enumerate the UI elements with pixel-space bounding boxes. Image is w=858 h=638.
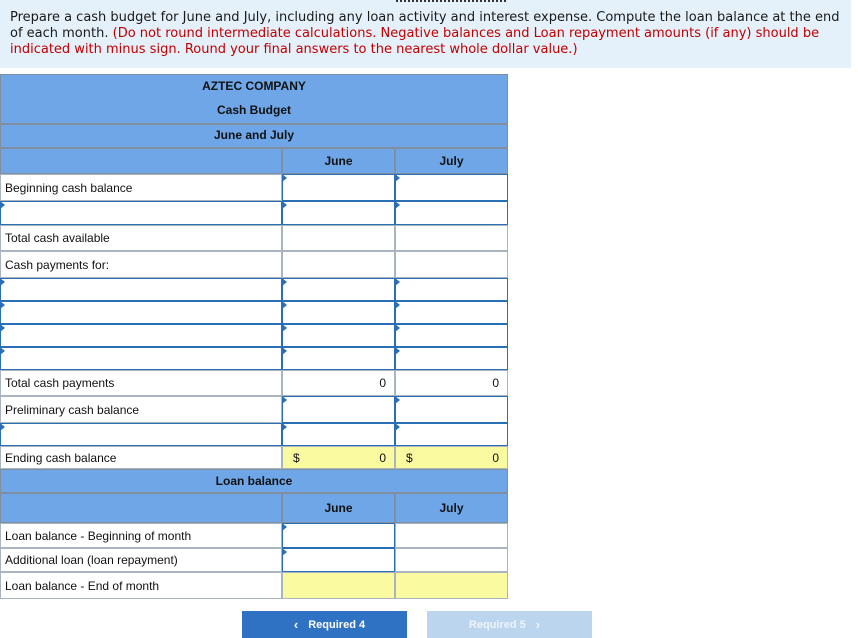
chevron-left-icon: ‹ [293, 617, 299, 632]
payment-3-label-input[interactable] [0, 324, 282, 347]
instructions-text: Prepare a cash budget for June and July, including any loan activity and interest expense. Compute the loan balance at the end of each month. [10, 10, 840, 41]
payment-4-june-input[interactable] [282, 347, 395, 370]
colhead-label [0, 148, 282, 174]
payment-3-july-input[interactable] [395, 324, 508, 347]
receipts-label-input[interactable] [0, 201, 282, 225]
ending-cash-june-value: 0 [379, 450, 386, 465]
payment-4-label-input[interactable] [0, 347, 282, 370]
beginning-cash-june-input[interactable] [282, 174, 395, 201]
budget-period: June and July [213, 128, 295, 142]
dotted-divider [396, 0, 506, 4]
payment-1-june-input[interactable] [282, 278, 395, 301]
label-total-cash-available: Total cash available [0, 225, 282, 251]
loan-balance-title: Loan balance [215, 474, 293, 488]
adjustment-label-input[interactable] [0, 423, 282, 446]
cash-payments-for-june [282, 251, 395, 278]
label-cash-payments-for: Cash payments for: [0, 251, 282, 278]
label-beginning-cash: Beginning cash balance [0, 174, 282, 201]
next-button-label: Required 5 [468, 618, 526, 631]
label-loan-beginning: Loan balance - Beginning of month [0, 523, 282, 548]
receipts-june-input[interactable] [282, 201, 395, 225]
colhead-june: June [282, 148, 395, 174]
loan-beginning-july [395, 523, 508, 548]
loan-colhead-july: July [395, 493, 508, 523]
currency-symbol: $ [293, 450, 300, 465]
payment-2-label-input[interactable] [0, 301, 282, 324]
loan-additional-july [395, 548, 508, 572]
total-cash-available-june [282, 225, 395, 251]
prev-required-button[interactable] [242, 611, 407, 638]
label-loan-additional: Additional loan (loan repayment) [0, 548, 282, 572]
instructions-note: (Do not round intermediate calculations. Negative balances and Loan repayment amounts (if any) should be indicated with minus sign. Round your final answers to the nearest whole dollar value.) [10, 26, 820, 57]
total-cash-payments-june: 0 [282, 370, 395, 396]
colhead-july: July [395, 148, 508, 174]
payment-2-july-input[interactable] [395, 301, 508, 324]
budget-title: Cash Budget [216, 103, 291, 117]
adjustment-july-input[interactable] [395, 423, 508, 446]
receipts-july-input[interactable] [395, 201, 508, 225]
loan-end-june [282, 572, 395, 599]
preliminary-cash-july-input[interactable] [395, 396, 508, 423]
ending-cash-july [395, 446, 508, 469]
loan-beginning-june-input[interactable] [282, 523, 395, 548]
loan-colhead-label [0, 493, 282, 523]
prev-button-label: Required 4 [308, 618, 366, 631]
chevron-right-icon: › [535, 617, 541, 632]
payment-3-june-input[interactable] [282, 324, 395, 347]
loan-end-july [395, 572, 508, 599]
company-name: AZTEC COMPANY [202, 79, 306, 93]
payment-1-label-input[interactable] [0, 278, 282, 301]
adjustment-june-input[interactable] [282, 423, 395, 446]
beginning-cash-july-input[interactable] [395, 174, 508, 201]
total-cash-available-july [395, 225, 508, 251]
label-loan-end: Loan balance - End of month [0, 572, 282, 599]
payment-2-june-input[interactable] [282, 301, 395, 324]
payment-4-july-input[interactable] [395, 347, 508, 370]
currency-symbol: $ [406, 450, 413, 465]
label-preliminary-cash: Preliminary cash balance [0, 396, 282, 423]
ending-cash-june [282, 446, 395, 469]
label-total-cash-payments: Total cash payments [0, 370, 282, 396]
total-cash-payments-july: 0 [395, 370, 508, 396]
ending-cash-july-value: 0 [492, 450, 499, 465]
instructions-panel [0, 0, 851, 68]
preliminary-cash-june-input[interactable] [282, 396, 395, 423]
loan-colhead-june: June [282, 493, 395, 523]
loan-additional-june-input[interactable] [282, 548, 395, 572]
next-required-button[interactable] [427, 611, 592, 638]
payment-1-july-input[interactable] [395, 278, 508, 301]
label-ending-cash: Ending cash balance [0, 446, 282, 469]
cash-payments-for-july [395, 251, 508, 278]
